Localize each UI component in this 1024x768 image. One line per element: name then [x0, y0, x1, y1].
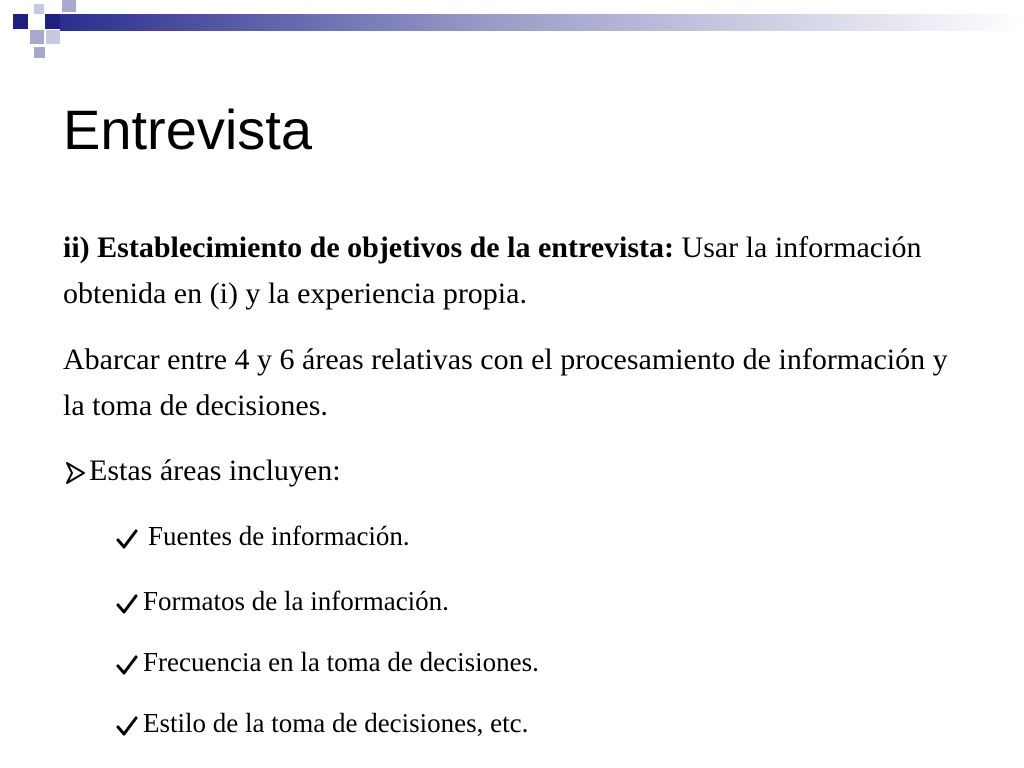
arrow-bullet-icon	[63, 460, 89, 486]
header-square-dark	[13, 14, 28, 29]
checkmark-icon	[116, 715, 138, 737]
list-item	[116, 642, 539, 682]
list-item-label: Formatos de la información.	[143, 586, 449, 616]
list-item	[116, 516, 410, 556]
header-square-dark	[45, 14, 60, 29]
objective-heading: ii) Establecimiento de objetivos de la entrevista:	[63, 231, 675, 264]
checkmark-icon	[116, 654, 138, 676]
header-gradient-bar	[60, 14, 1024, 31]
header-square-light	[34, 47, 45, 58]
areas-bullet-label: Estas áreas incluyen:	[89, 454, 341, 487]
areas-bullet	[63, 448, 341, 494]
list-item	[116, 581, 449, 621]
checkmark-icon	[116, 593, 138, 615]
list-item-label: Estilo de la toma de decisiones, etc.	[143, 708, 529, 738]
scope-paragraph: Abarcar entre 4 y 6 áreas relativas con el procesamiento de información y la toma de decisiones.	[63, 343, 948, 422]
header-square-light	[30, 30, 44, 44]
header-square-light	[46, 30, 60, 44]
header-decoration	[0, 0, 1024, 62]
header-square-light	[34, 4, 44, 14]
slide-title: Entrevista	[63, 98, 312, 161]
header-square-light	[62, 0, 76, 12]
checkmark-icon	[116, 528, 138, 550]
objective-paragraph	[63, 225, 963, 317]
list-item	[116, 703, 528, 743]
objective-text: Usar la información obtenida en (i) y la experiencia propia.	[63, 231, 922, 310]
list-item-label: Fuentes de información.	[148, 521, 410, 551]
list-item-label: Frecuencia en la toma de decisiones.	[143, 647, 539, 677]
